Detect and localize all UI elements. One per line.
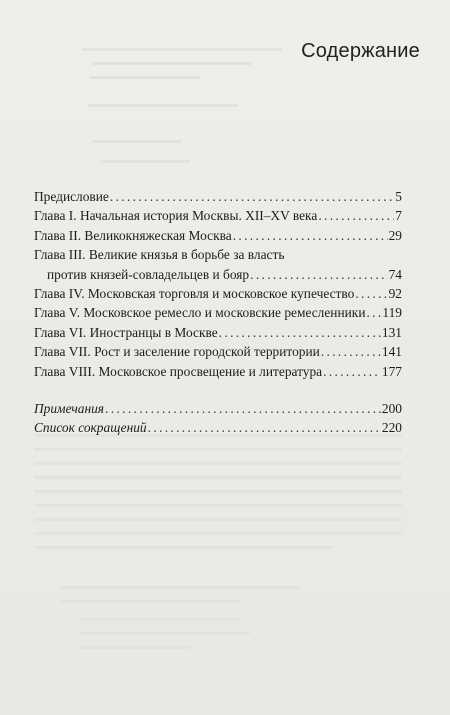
toc-entry[interactable] xyxy=(34,362,402,381)
toc-entry[interactable] xyxy=(34,284,402,303)
leader-dots xyxy=(110,187,394,206)
toc-entry-page: 131 xyxy=(381,324,402,340)
toc-entry-label: Глава IV. Московская торговля и московское купечество xyxy=(34,286,355,302)
toc-entry[interactable] xyxy=(34,206,402,225)
leader-dots xyxy=(321,342,381,361)
toc-entry-page: 74 xyxy=(388,266,402,282)
table-of-contents xyxy=(34,187,402,438)
section-gap xyxy=(34,381,402,399)
toc-entry-page: 119 xyxy=(382,305,402,321)
toc-entry-label: Глава V. Московское ремесло и московские ремесленники xyxy=(34,305,366,321)
leader-dots xyxy=(323,362,381,381)
toc-entry-page: 141 xyxy=(381,344,402,360)
toc-entry-page: 29 xyxy=(388,227,402,243)
leader-dots xyxy=(148,418,381,437)
toc-entry-label: Предисловие xyxy=(34,189,109,204)
toc-entry-continuation[interactable] xyxy=(34,265,402,284)
toc-entry-label: Список сокращений xyxy=(34,420,147,436)
toc-entry-label: Глава II. Великокняжеская Москва xyxy=(34,227,232,243)
toc-appendix-entry[interactable] xyxy=(34,399,402,418)
toc-entry[interactable] xyxy=(34,323,402,342)
toc-entry-page: 92 xyxy=(388,286,402,302)
toc-entry-label: Глава I. Начальная история Москвы. XII–XV века xyxy=(34,208,318,224)
leader-dots xyxy=(318,206,394,225)
toc-entry[interactable] xyxy=(34,303,402,322)
toc-entry[interactable] xyxy=(34,245,402,264)
toc-entry-page: 200 xyxy=(381,401,402,417)
toc-entry-label: Примечания xyxy=(34,401,105,417)
leader-dots xyxy=(219,323,381,342)
toc-entry-label: Глава VII. Рост и заселение городской территории xyxy=(34,344,320,360)
page-title: Содержание xyxy=(301,40,420,62)
toc-appendix-entry[interactable] xyxy=(34,418,402,437)
leader-dots xyxy=(355,284,387,303)
toc-entry[interactable] xyxy=(34,342,402,361)
toc-entry-label: Глава III. Великие князья в борьбе за власть xyxy=(34,247,285,263)
toc-entry-page: 7 xyxy=(395,208,402,224)
leader-dots xyxy=(366,303,381,322)
toc-entry-page: 5 xyxy=(395,189,402,204)
toc-entry[interactable] xyxy=(34,187,402,206)
leader-dots xyxy=(233,226,388,245)
toc-entry[interactable] xyxy=(34,226,402,245)
leader-dots xyxy=(250,265,387,284)
toc-entry-page: 177 xyxy=(381,363,402,379)
toc-entry-page: 220 xyxy=(381,420,402,436)
leader-dots xyxy=(105,399,381,418)
toc-entry-label: Глава VIII. Московское просвещение и литература xyxy=(34,363,323,379)
toc-entry-label: Глава VI. Иностранцы в Москве xyxy=(34,324,218,340)
toc-entry-label: против князей-совладельцев и бояр xyxy=(47,266,250,282)
